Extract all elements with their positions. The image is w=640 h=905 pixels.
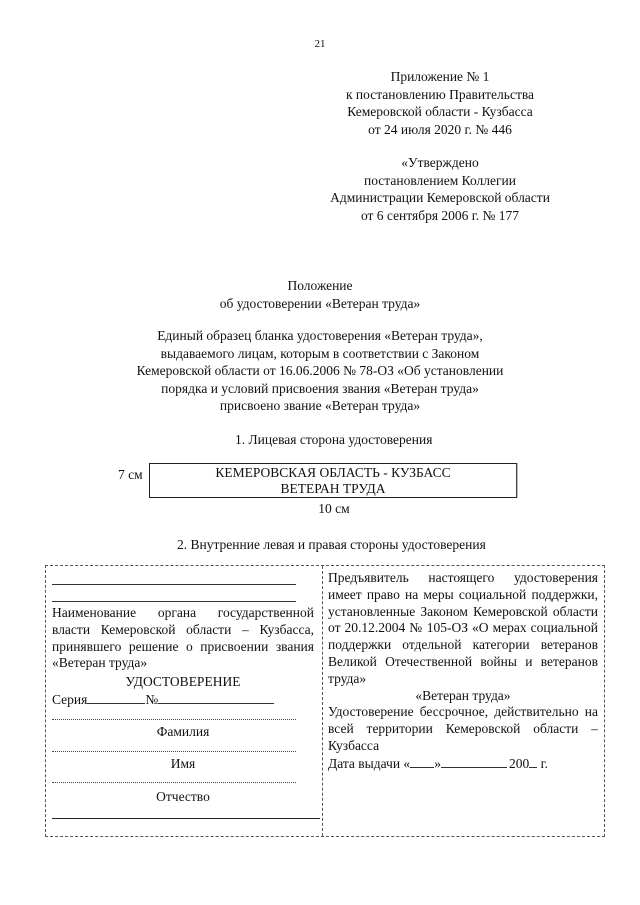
- bearer-text: Предъявитель настоящего удостоверения имеет право на меры социальной поддержки, установленные Законом Кемеровской области от 20.12.2004 № 105-ОЗ «О мерах социальной поддержки отдельной категории ветеранов Великой Отечественной войны и ветеранов труда»: [328, 570, 598, 686]
- approval-line: постановлением Коллегии: [364, 172, 516, 188]
- surname-field[interactable]: [52, 719, 296, 720]
- number-field[interactable]: [158, 691, 274, 704]
- appendix-block: [300, 68, 580, 138]
- appendix-line: Кемеровской области - Кузбасса: [347, 104, 533, 119]
- issue-date-suffix: г.: [537, 755, 548, 771]
- series-label: Серия: [52, 691, 88, 707]
- authority-text: Наименование органа государственной власти Кемеровской области – Кузбасса, принявшего решение о присвоении звания «Ветеран труда»: [52, 605, 314, 671]
- certificate-title: УДОСТОВЕРЕНИЕ: [125, 674, 241, 690]
- description-line: выдаваемого лицам, которым в соответствии с Законом: [160, 345, 480, 361]
- title-line: Положение: [287, 278, 353, 293]
- issue-year-prefix: 200: [508, 755, 530, 771]
- validity-text: Удостоверение бессрочное, действительно на всей территории Кемеровской области – Кузбасса: [328, 704, 598, 753]
- series-field[interactable]: [87, 691, 145, 704]
- approval-line: «Утверждено: [401, 155, 479, 170]
- quoted-title: «Ветеран труда»: [415, 687, 511, 703]
- patronymic-field[interactable]: [52, 782, 296, 783]
- description-block: [80, 327, 560, 415]
- document-title: [0, 277, 640, 312]
- blank-line: [52, 601, 296, 602]
- blank-line: [52, 584, 296, 585]
- approval-block: [300, 154, 580, 224]
- series-number-row: [52, 691, 314, 709]
- title-line: об удостоверении «Ветеран труда»: [219, 295, 421, 311]
- front-side-line: ВЕТЕРАН ТРУДА: [280, 481, 386, 496]
- issue-date-row: [328, 755, 598, 773]
- issue-date-prefix: Дата выдачи «: [328, 755, 411, 771]
- fold-divider: [322, 566, 323, 836]
- name-label: Имя: [170, 755, 196, 771]
- description-line: Кемеровской области от 16.06.2006 № 78-ОЗ «Об установлении: [136, 363, 504, 378]
- issue-date-mid: »: [434, 755, 441, 771]
- page-number: 21: [314, 38, 326, 50]
- patronymic-label: Отчество: [156, 789, 210, 805]
- inner-right-side: [328, 570, 598, 773]
- description-line: присвоено звание «Ветеран труда»: [219, 398, 421, 413]
- inner-sides-box: [45, 565, 605, 837]
- approval-line: Администрации Кемеровской области: [330, 190, 550, 205]
- inner-left-side: [52, 566, 314, 819]
- description-line: Единый образец бланка удостоверения «Ветеран труда»,: [157, 328, 483, 343]
- front-side-line: КЕМЕРОВСКАЯ ОБЛАСТЬ - КУЗБАСС: [215, 465, 451, 480]
- appendix-line: от 24 июля 2020 г. № 446: [368, 121, 512, 137]
- number-label: №: [145, 691, 159, 707]
- appendix-line: к постановлению Правительства: [345, 86, 535, 102]
- bottom-line: [52, 818, 320, 819]
- surname-label: Фамилия: [156, 723, 210, 739]
- section2-heading: 2. Внутренние левая и правая стороны удостоверения: [177, 537, 486, 552]
- appendix-line: Приложение № 1: [390, 69, 490, 84]
- front-side-box: [149, 463, 517, 498]
- name-field[interactable]: [52, 751, 296, 752]
- issue-month-field[interactable]: [441, 755, 507, 768]
- section1-heading: 1. Лицевая сторона удостоверения: [235, 432, 433, 447]
- width-dimension-label: 10 см: [318, 501, 350, 516]
- issue-day-field[interactable]: [410, 755, 434, 768]
- approval-line: от 6 сентября 2006 г. № 177: [360, 207, 520, 223]
- issue-year-field[interactable]: [529, 755, 537, 768]
- description-line: порядка и условий присвоения звания «Ветеран труда»: [161, 380, 479, 396]
- height-dimension-label: 7 см: [118, 467, 143, 482]
